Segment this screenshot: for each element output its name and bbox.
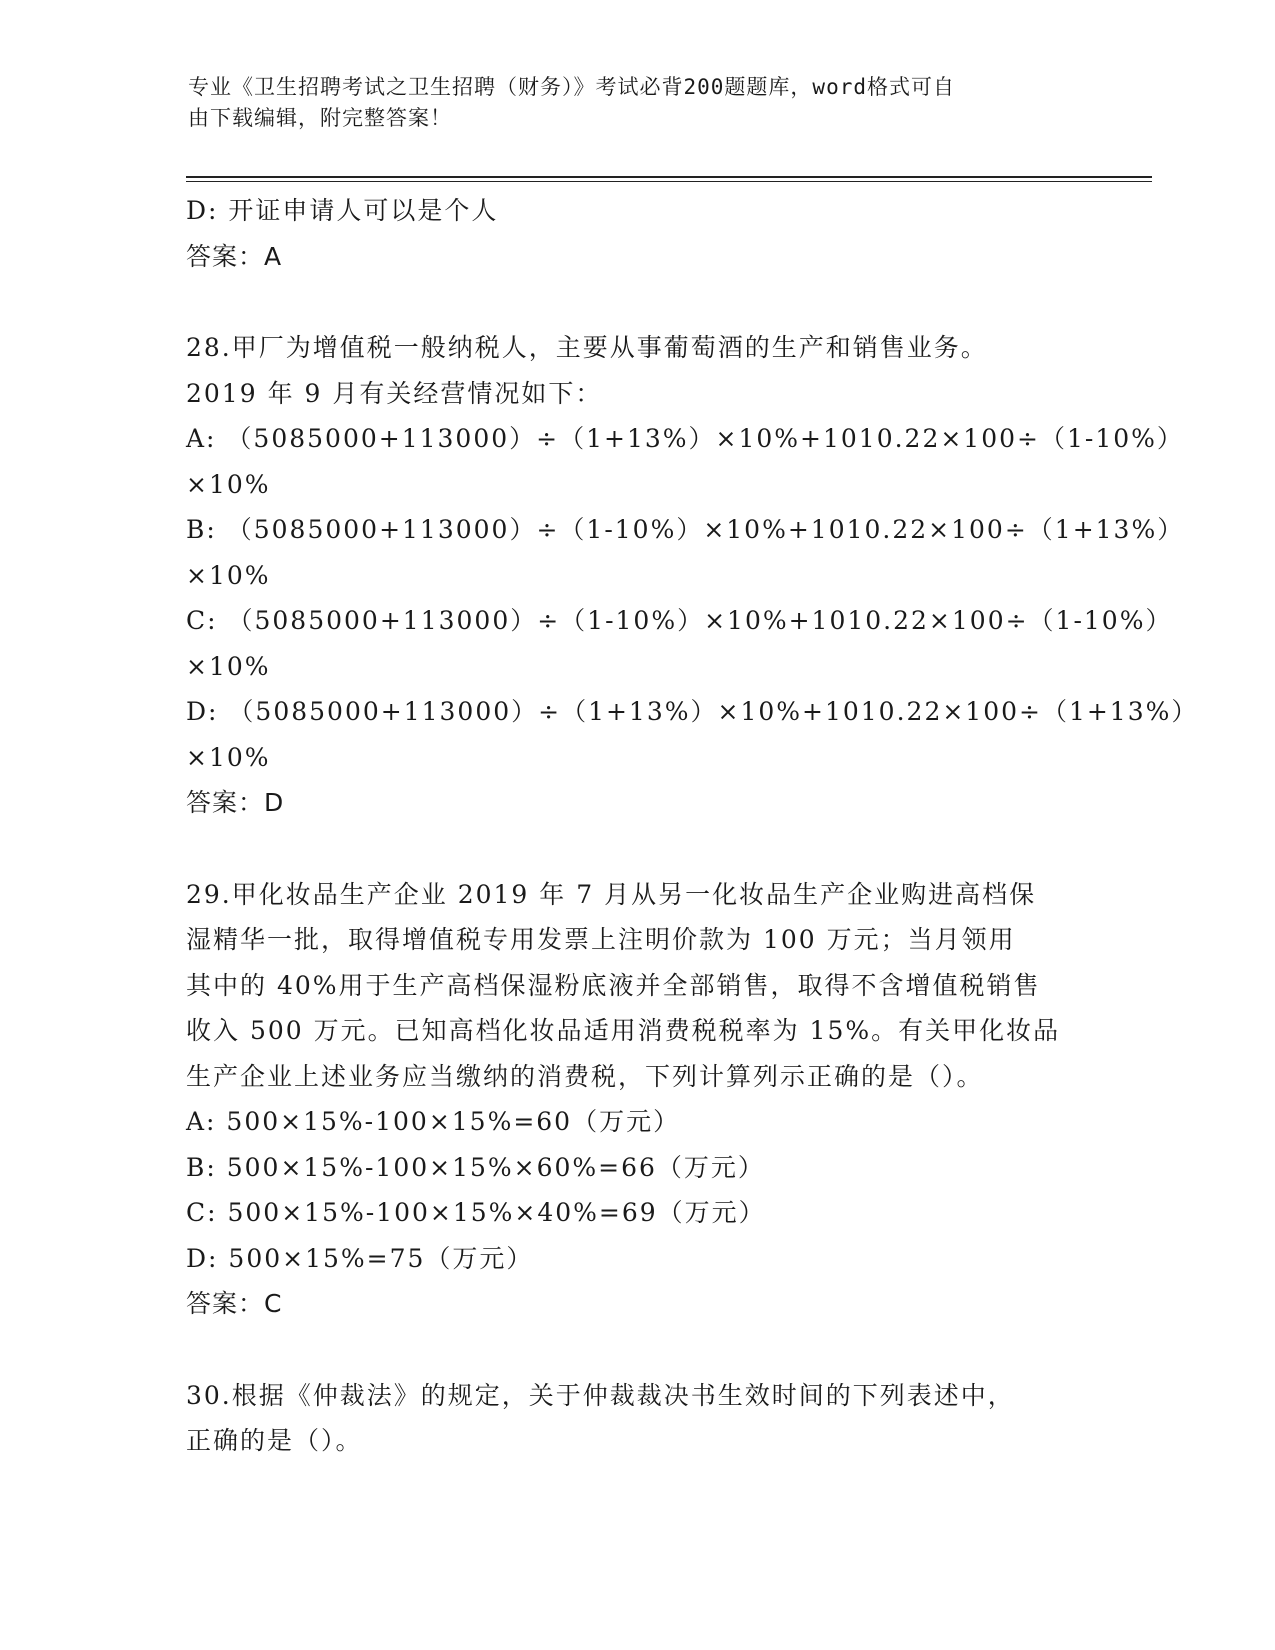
- q30-stem-line-1: 30.根据《仲裁法》的规定，关于仲裁裁决书生效时间的下列表述中，: [186, 1380, 1015, 1410]
- q27-option-d: D: 开证申请人可以是个人: [186, 196, 499, 225]
- q28-answer: 答案：D: [186, 788, 285, 817]
- spacer: [186, 826, 1086, 872]
- q28-stem-line-1: 28.甲厂为增值税一般纳税人，主要从事葡萄酒的生产和销售业务。: [186, 333, 988, 362]
- spacer: [186, 1327, 1086, 1373]
- q29-option-d: D: 500×15%=75（万元）: [186, 1243, 534, 1273]
- header-line-1: 专业《卫生招聘考试之卫生招聘（财务）》考试必背200题题库，word格式可自: [188, 75, 955, 99]
- q28-option-a-line-1: A: （5085000+113000）÷（1+13%）×10%+1010.22×100÷（1-10%）: [186, 424, 1184, 453]
- q29-stem-line-5: 生产企业上述业务应当缴纳的消费税，下列计算列示正确的是（）。: [186, 1061, 984, 1091]
- q28-stem-line-2: 2019 年 9 月有关经营情况如下：: [186, 378, 603, 408]
- question-28: [186, 325, 1199, 826]
- q29-answer: 答案：C: [186, 1289, 283, 1318]
- question-29: [186, 872, 1086, 1327]
- q27-answer: 答案：A: [186, 241, 283, 271]
- header-divider-thin: [186, 181, 1152, 182]
- q29-stem-line-3: 其中的 40%用于生产高档保湿粉底液并全部销售，取得不含增值税销售: [186, 970, 1041, 1000]
- question-30: [186, 1373, 1086, 1464]
- q30-stem-line-2: 正确的是（）。: [186, 1426, 363, 1455]
- spacer: [186, 279, 1086, 325]
- header-line-2: 由下载编辑，附完整答案！: [188, 106, 452, 130]
- header-divider-thick: [186, 176, 1152, 178]
- q28-option-c-line-1: C: （5085000+113000）÷（1-10%）×10%+1010.22×100÷（1-10%）: [186, 606, 1173, 635]
- document-header: [188, 72, 1068, 134]
- document-body: [186, 188, 1199, 1464]
- q28-option-c-line-2: ×10%: [186, 651, 271, 681]
- q29-stem-line-1: 29.甲化妆品生产企业 2019 年 7 月从另一化妆品生产企业购进高档保: [186, 879, 1037, 909]
- q28-option-d-line-1: D: （5085000+113000）÷（1+13%）×10%+1010.22×100÷（1+13%）: [186, 697, 1199, 726]
- q28-option-b-line-1: B: （5085000+113000）÷（1-10%）×10%+1010.22×100÷（1+13%）: [186, 515, 1185, 544]
- q28-option-d-line-2: ×10%: [186, 742, 271, 772]
- q29-option-b: B: 500×15%-100×15%×60%=66（万元）: [186, 1152, 765, 1182]
- q28-option-b-line-2: ×10%: [186, 560, 271, 590]
- q28-option-a-line-2: ×10%: [186, 469, 271, 499]
- q29-option-c: C: 500×15%-100×15%×40%=69（万元）: [186, 1198, 766, 1227]
- q29-option-a: A: 500×15%-100×15%=60（万元）: [186, 1107, 681, 1136]
- q29-stem-line-2: 湿精华一批，取得增值税专用发票上注明价款为 100 万元；当月领用: [186, 925, 1016, 954]
- q29-stem-line-4: 收入 500 万元。已知高档化妆品适用消费税税率为 15%。有关甲化妆品: [186, 1016, 1061, 1045]
